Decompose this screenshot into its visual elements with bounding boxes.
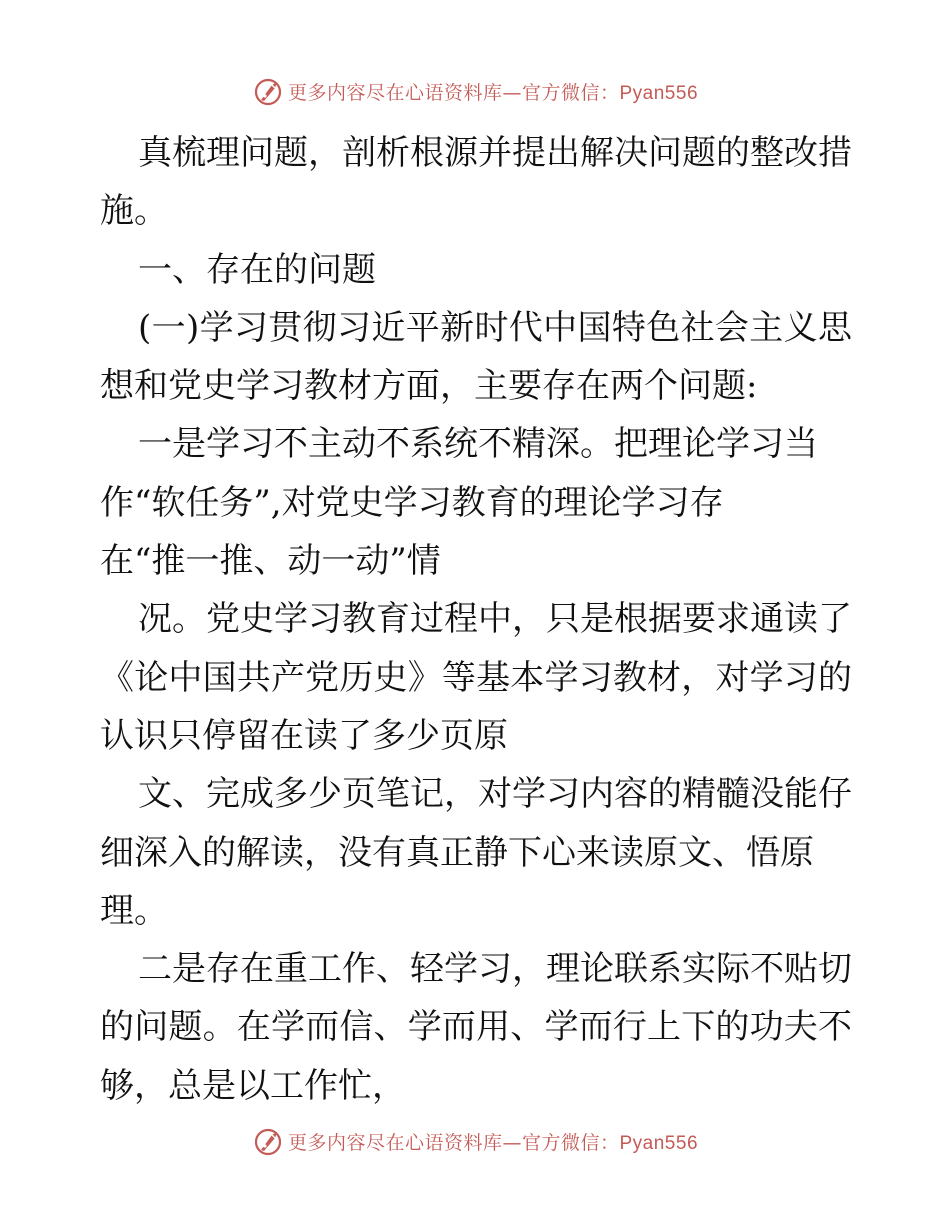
pen-nib-logo-icon (252, 1125, 284, 1157)
document-body (100, 124, 852, 1115)
text-line-16: 的问题。在学而信、学而用、学而行上下的功夫不 (100, 1007, 852, 1048)
header-banner (0, 74, 950, 108)
text-line-4: (一)学习贯彻习近平新时代中国特色社会主义思 (138, 307, 852, 348)
footer-banner (0, 1124, 950, 1158)
text-line-10: 《论中国共产党历史》等基本学习教材，对学习的 (100, 657, 852, 698)
text-line-12: 文、完成多少页笔记，对学习内容的精髓没能仔 (138, 774, 852, 815)
footer-banner-handle: Pyan556 (619, 1132, 699, 1154)
text-line-13: 细深入的解读，没有真正静下心来读原文、悟原 (100, 832, 814, 873)
footer-banner-text (288, 1128, 698, 1155)
text-line-6: 一是学习不主动不系统不精深。把理论学习当 (138, 424, 818, 465)
text-line-7: 作“软任务”,对党史学习教育的理论学习存 (100, 482, 724, 523)
text-line-1: 真梳理问题，剖析根源并提出解决问题的整改措 (138, 133, 852, 173)
footer-banner-label: 更多内容尽在心语资料库—官方微信： (287, 1131, 620, 1154)
header-banner-text (288, 78, 698, 105)
text-line-14: 理。 (100, 890, 168, 931)
text-line-5: 想和党史学习教材方面，主要存在两个问题: (100, 366, 758, 407)
text-line-15: 二是存在重工作、轻学习，理论联系实际不贴切 (138, 949, 852, 990)
section-heading: 一、存在的问题 (138, 249, 376, 290)
text-line-9: 况。党史学习教育过程中，只是根据要求通读了 (138, 599, 852, 640)
pen-nib-logo-icon (252, 75, 284, 107)
header-banner-label: 更多内容尽在心语资料库—官方微信： (287, 81, 620, 104)
text-line-2: 施。 (100, 191, 168, 232)
text-line-17: 够，总是以工作忙， (100, 1065, 406, 1106)
text-line-8: 在“推一推、动一动”情 (100, 541, 441, 582)
text-line-11: 认识只停留在读了多少页原 (100, 715, 508, 756)
header-banner-handle: Pyan556 (619, 82, 699, 104)
